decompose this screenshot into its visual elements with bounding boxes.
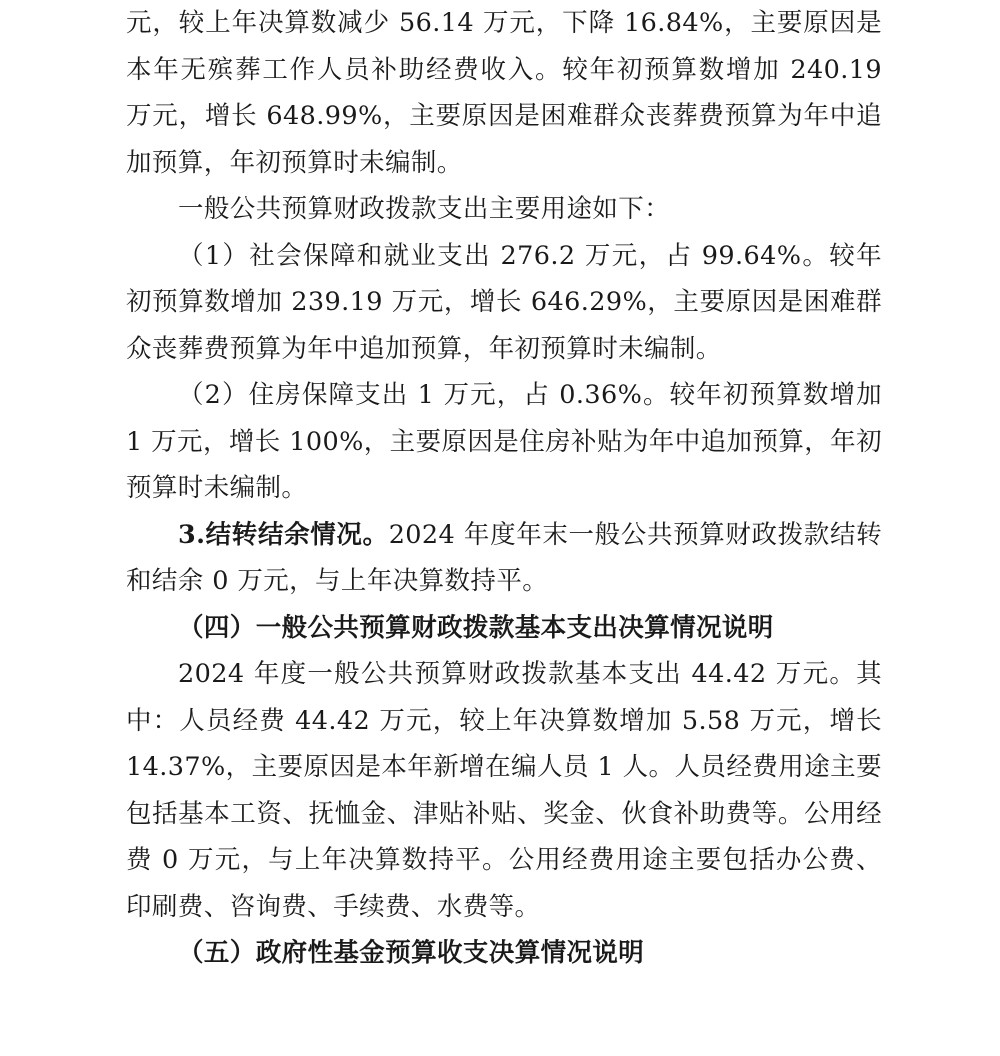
carryover-label: 3.结转结余情况。 bbox=[178, 519, 389, 550]
paragraph-item-housing: （2）住房保障支出 1 万元，占 0.36%。较年初预算数增加 1 万元，增长 100%，主要原因是住房补贴为年中追加预算，年初预算时未编制。 bbox=[126, 380, 882, 503]
carryover-body: 2024 年度年末一般公共预算财政拨款结转和结余 0 万元，与上年决算数持平。 bbox=[126, 519, 882, 596]
paragraph-expenditure-intro: 一般公共预算财政拨款支出主要用途如下： bbox=[178, 194, 671, 224]
paragraph-basic-expenditure: 2024 年度一般公共预算财政拨款基本支出 44.42 万元。其中：人员经费 44.42 万元，较上年决算数增加 5.58 万元，增长 14.37%，主要原因是本年新增在编人员 1 人。人员经费用途主要包括基本工资、抚恤金、津贴补贴、奖金、伙食补助费等。公用经费 0 万元，与上年决算数持平。公用经费用途主要包括办公费、印刷费、咨询费、手续费、水费等。 bbox=[126, 659, 882, 922]
paragraph-item-social-security: （1）社会保障和就业支出 276.2 万元，占 99.64%。较年初预算数增加 239.19 万元，增长 646.29%，主要原因是困难群众丧葬费预算为年中追加预算，年初预算时未编制。 bbox=[126, 240, 882, 364]
paragraph-carryover bbox=[126, 512, 882, 605]
heading-section-five: （五）政府性基金预算收支决算情况说明 bbox=[178, 938, 645, 968]
heading-section-four: （四）一般公共预算财政拨款基本支出决算情况说明 bbox=[178, 612, 774, 643]
paragraph-continuation: 元，较上年决算数减少 56.14 万元，下降 16.84%，主要原因是本年无殡葬工作人员补助经费收入。较年初预算数增加 240.19 万元，增长 648.99%，主要原因是困难群众丧葬费预算为年中追加预算，年初预算时未编制。 bbox=[126, 8, 882, 178]
